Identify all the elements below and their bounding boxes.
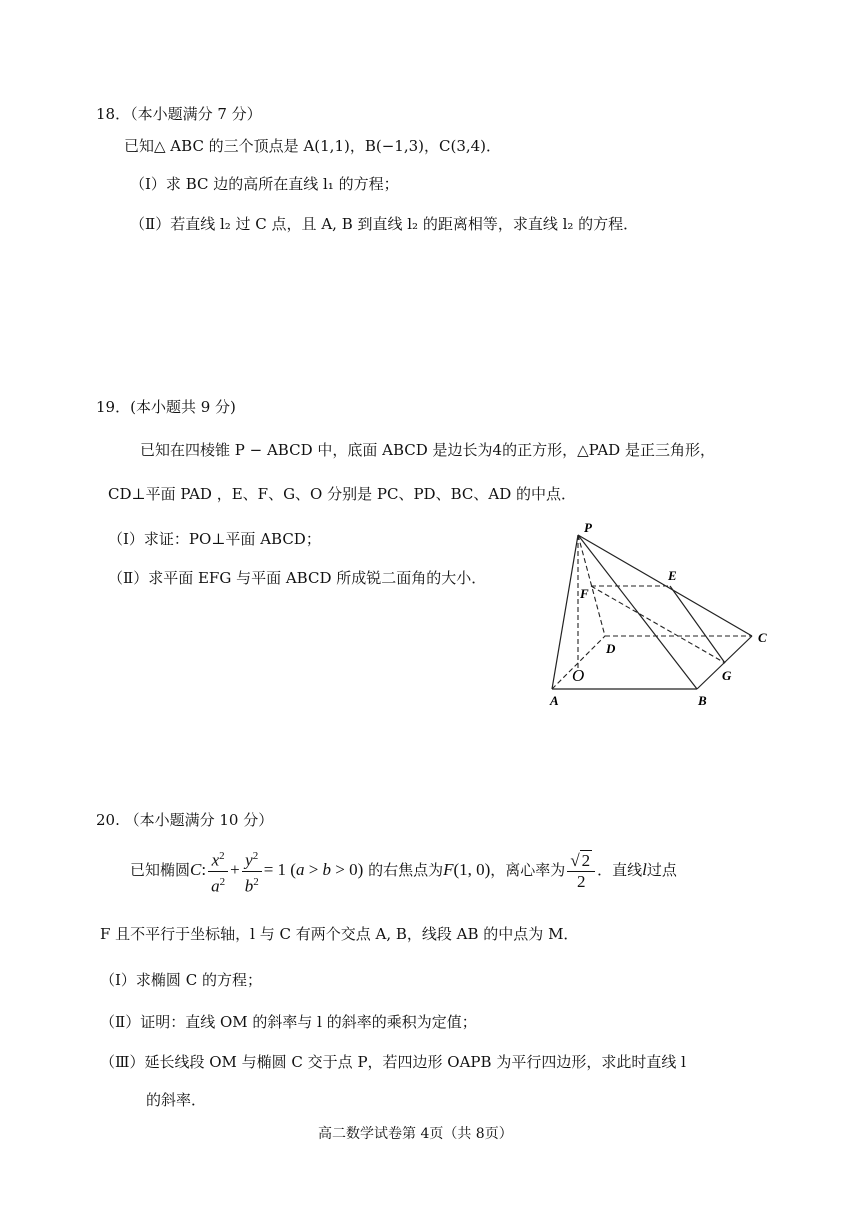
q20-line2: F 且不平行于坐标轴，l 与 C 有两个交点 A, B，线段 AB 的中点为 M． bbox=[100, 925, 579, 943]
q20-part3-line1: （Ⅲ）延长线段 OM 与椭圆 C 交于点 P，若四边形 OAPB 为平行四边形，求此时直线 l bbox=[100, 1053, 686, 1071]
page-footer: 高二数学试卷第 4页（共 8页） bbox=[318, 1126, 513, 1142]
q20-intro-d: ．直线 bbox=[597, 861, 643, 880]
q18-intro: 已知△ ABC 的三个顶点是 A(1,1)，B(−1,3)，C(3,4)． bbox=[124, 137, 502, 155]
q19-heading: 19．(本小题共 9 分) bbox=[96, 398, 236, 416]
q19-part2: （Ⅱ）求平面 EFG 与平面 ABCD 所成锐二面角的大小． bbox=[108, 569, 487, 587]
ellipse-name: C bbox=[190, 860, 202, 880]
q20-heading: 20. （本小题满分 10 分） bbox=[96, 811, 274, 829]
label-C: C bbox=[758, 630, 767, 645]
q19-part1: （Ⅰ）求证：PO⊥平面 ABCD； bbox=[108, 530, 321, 548]
frac-x2-a2: $\frac{x^2}{a^2}$ bbox=[208, 846, 228, 896]
pyramid-figure bbox=[540, 518, 780, 718]
frac-eccentricity: $\frac{√ 2}{2}$ bbox=[567, 850, 595, 892]
label-G: G bbox=[722, 668, 732, 683]
q20-part3-line2: 的斜率． bbox=[146, 1091, 207, 1109]
label-B: B bbox=[698, 693, 707, 708]
q20-intro-e: 过点 bbox=[646, 861, 677, 880]
q20-intro-c: ，离心率为 bbox=[490, 861, 566, 880]
label-O: O bbox=[572, 666, 585, 685]
q20-part2: （Ⅱ）证明：直线 OM 的斜率与 l 的斜率的乘积为定值； bbox=[100, 1013, 477, 1031]
label-E: E bbox=[668, 568, 677, 583]
label-D: D bbox=[606, 641, 616, 656]
q18-part2: （Ⅱ）若直线 l₂ 过 C 点，且 A, B 到直线 l₂ 的距离相等，求直线 l₂ 的方程． bbox=[130, 215, 639, 233]
q20-intro-line1: 已知椭圆C: $\frac{x^2}{a^2}$ + $\frac{y^2}{b^2}$ = 1 (a > b > 0) 的右焦点为F(1, 0)，离心率为 $\frac{√ 2}{2}$ ．直线l过点 bbox=[130, 846, 677, 896]
q20-part1: （Ⅰ）求椭圆 C 的方程； bbox=[100, 971, 262, 989]
label-P: P bbox=[584, 520, 592, 535]
q18-part1: （Ⅰ）求 BC 边的高所在直线 l₁ 的方程； bbox=[130, 175, 399, 193]
label-A: A bbox=[550, 693, 559, 708]
q20-intro-b: 的右焦点为 bbox=[368, 861, 444, 880]
q20-intro-a: 已知椭圆 bbox=[130, 861, 191, 880]
label-F: F bbox=[580, 586, 589, 601]
q19-intro-line2: CD⊥平面 PAD ，E、F、G、O 分别是 PC、PD、BC、AD 的中点． bbox=[108, 485, 576, 503]
q19-intro-line1: 已知在四棱锥 P − ABCD 中，底面 ABCD 是边长为4的正方形，△PAD 是正三角形， bbox=[140, 441, 715, 459]
q18-heading: 18．（本小题满分 7 分） bbox=[96, 105, 262, 123]
frac-y2-b2: $\frac{y^2}{b^2}$ bbox=[242, 846, 262, 896]
